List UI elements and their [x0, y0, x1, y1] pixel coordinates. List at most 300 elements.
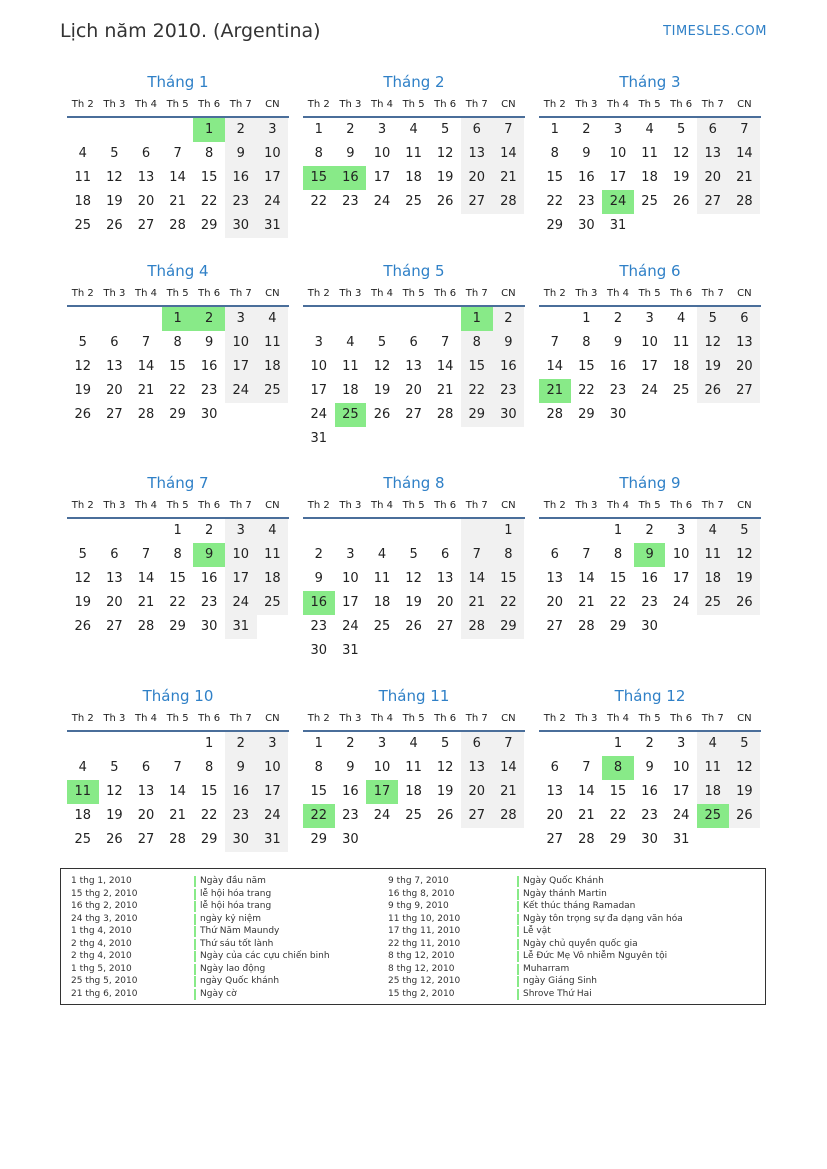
weekday-label: Th 4 [134, 500, 157, 511]
month-block [303, 472, 525, 663]
day-cell: 19 [106, 194, 123, 209]
weekday-label: Th 2 [543, 99, 566, 110]
day-cell: 1 [205, 736, 214, 751]
day-cell: 28 [137, 407, 155, 422]
day-cell: 18 [74, 808, 92, 823]
day-cell: 10 [342, 571, 359, 586]
weekday-label: CN [501, 713, 516, 724]
day-cell: 9 [314, 571, 323, 586]
day-cell: 14 [546, 359, 564, 374]
holiday-day-cell: 16 [303, 591, 335, 615]
week-row [539, 732, 761, 756]
day-cell: 29 [578, 407, 595, 422]
holiday-day-cell: 9 [634, 543, 666, 567]
weekday-label: Th 6 [198, 288, 221, 299]
holiday-marker [194, 876, 196, 887]
day-cell: 13 [137, 170, 155, 185]
day-cell: 28 [493, 804, 525, 828]
week-row [303, 756, 525, 780]
day-cell: 10 [373, 760, 391, 775]
weekday-header [303, 707, 525, 732]
month-title: Tháng 10 [142, 687, 214, 705]
day-cell: 26 [697, 379, 729, 403]
day-cell: 30 [578, 218, 595, 233]
day-cell: 10 [225, 543, 257, 567]
day-cell: 18 [257, 355, 289, 379]
holiday-day-cell: 1 [461, 307, 493, 331]
day-cell: 8 [173, 335, 182, 350]
holiday-marker [194, 939, 196, 950]
day-cell: 7 [461, 543, 493, 567]
day-cell: 18 [697, 567, 729, 591]
empty-day-cell [729, 615, 761, 639]
day-cell: 24 [373, 194, 391, 209]
day-cell: 7 [493, 118, 525, 142]
day-cell: 14 [493, 756, 525, 780]
day-cell: 25 [405, 808, 422, 823]
day-cell: 8 [314, 760, 323, 775]
day-cell: 16 [342, 784, 359, 799]
empty-day-cell [429, 519, 461, 543]
empty-day-cell [99, 118, 131, 142]
day-cell: 26 [373, 407, 391, 422]
weekday-label: CN [501, 500, 516, 511]
week-row [67, 543, 289, 567]
week-row [67, 355, 289, 379]
week-row [67, 142, 289, 166]
holiday-name: Ngày của các cựu chiến binh [200, 951, 330, 961]
day-cell: 21 [137, 595, 155, 610]
day-cell: 21 [169, 808, 186, 823]
day-cell: 22 [169, 383, 186, 398]
day-cell: 19 [697, 355, 729, 379]
weekday-label: Th 2 [71, 713, 94, 724]
brand-link[interactable]: TIMESLES.COM [663, 24, 767, 39]
holiday-name: Ngày chủ quyền quốc gia [523, 938, 638, 949]
week-row [303, 615, 525, 639]
month-title: Tháng 11 [378, 687, 450, 705]
day-cell: 23 [493, 379, 525, 403]
day-cell: 14 [578, 784, 595, 799]
day-cell: 12 [106, 784, 123, 799]
weekday-label: Th 5 [166, 99, 189, 110]
day-cell: 7 [141, 547, 151, 562]
week-row [303, 804, 525, 828]
day-cell: 15 [493, 567, 525, 591]
month-title: Tháng 7 [147, 474, 209, 492]
day-cell: 10 [310, 359, 328, 374]
day-cell: 8 [461, 331, 493, 355]
holiday-date: 24 thg 3, 2010 [71, 913, 138, 924]
day-cell: 2 [314, 547, 323, 562]
day-cell: 11 [697, 543, 729, 567]
holiday-day-cell: 25 [697, 804, 729, 828]
week-row [539, 615, 761, 639]
day-cell: 4 [257, 307, 289, 331]
weekday-label: CN [737, 500, 752, 511]
day-cell: 24 [225, 591, 257, 615]
day-cell: 26 [436, 808, 454, 823]
holiday-date: 16 thg 2, 2010 [71, 901, 138, 911]
day-cell: 24 [257, 190, 289, 214]
weekday-label: Th 5 [638, 713, 661, 724]
day-cell: 1 [613, 523, 623, 538]
day-cell: 6 [729, 307, 761, 331]
day-cell: 22 [169, 595, 186, 610]
weekday-label: Th 7 [229, 288, 252, 299]
weekday-label: Th 3 [103, 99, 126, 110]
holiday-day-cell: 2 [193, 307, 225, 331]
day-cell: 27 [697, 190, 729, 214]
day-cell: 31 [257, 828, 289, 852]
day-cell: 14 [436, 359, 454, 374]
day-cell: 3 [677, 736, 686, 751]
month-title: Tháng 4 [147, 262, 209, 280]
empty-day-cell [429, 828, 461, 852]
day-cell: 18 [257, 567, 289, 591]
day-cell: 27 [546, 832, 564, 847]
day-cell: 23 [578, 194, 595, 209]
day-cell: 5 [697, 307, 729, 331]
day-cell: 20 [436, 595, 454, 610]
week-row [67, 307, 289, 331]
day-cell: 12 [672, 146, 690, 161]
weekday-label: Th 3 [575, 99, 598, 110]
day-cell: 18 [672, 359, 690, 374]
day-cell: 29 [609, 832, 627, 847]
day-cell: 14 [461, 567, 493, 591]
day-cell: 28 [169, 832, 186, 847]
day-cell: 28 [729, 190, 761, 214]
day-cell: 18 [641, 170, 658, 185]
week-row [539, 307, 761, 331]
day-cell: 23 [641, 808, 658, 823]
weekday-label: Th 4 [370, 288, 393, 299]
holiday-day-cell: 15 [303, 166, 335, 190]
day-cell: 21 [578, 808, 595, 823]
day-cell: 4 [677, 311, 686, 326]
day-cell: 11 [257, 331, 289, 355]
day-cell: 8 [205, 760, 214, 775]
holiday-name: Ngày cờ [200, 988, 237, 999]
day-cell: 4 [78, 760, 87, 775]
day-cell: 9 [645, 760, 654, 775]
day-cell: 20 [106, 595, 123, 610]
weekday-label: CN [265, 99, 280, 110]
day-cell: 18 [405, 784, 422, 799]
week-row [539, 214, 761, 238]
empty-day-cell [67, 307, 99, 331]
day-cell: 5 [78, 547, 87, 562]
day-cell: 26 [672, 194, 690, 209]
day-cell: 8 [613, 547, 623, 562]
weekday-label: Th 2 [71, 500, 94, 511]
holiday-name: Ngày tôn trọng sự đa dạng văn hóa [523, 913, 683, 924]
day-cell: 1 [550, 122, 559, 137]
empty-day-cell [429, 427, 461, 451]
day-cell: 25 [405, 194, 422, 209]
holiday-date: 1 thg 5, 2010 [71, 963, 132, 974]
day-cell: 24 [373, 808, 391, 823]
holiday-date: 1 thg 4, 2010 [71, 926, 132, 936]
empty-day-cell [461, 828, 493, 852]
day-cell: 6 [141, 146, 151, 161]
day-cell: 29 [310, 832, 328, 847]
day-cell: 31 [609, 218, 627, 233]
empty-day-cell [571, 519, 603, 543]
weekday-label: Th 6 [670, 288, 693, 299]
day-cell: 12 [373, 359, 391, 374]
week-row [303, 118, 525, 142]
day-cell: 15 [200, 784, 218, 799]
week-row [303, 427, 525, 451]
weekday-label: Th 6 [198, 713, 221, 724]
weekday-header [539, 93, 761, 118]
holiday-marker [517, 926, 519, 937]
weekday-label: Th 3 [103, 713, 126, 724]
empty-day-cell [130, 118, 162, 142]
holiday-marker [194, 964, 196, 975]
day-cell: 4 [697, 519, 729, 543]
weekday-label: Th 7 [701, 500, 724, 511]
empty-day-cell [571, 732, 603, 756]
day-cell: 20 [461, 166, 493, 190]
month-title: Tháng 1 [147, 73, 209, 91]
weekday-label: Th 6 [670, 713, 693, 724]
day-cell: 24 [641, 383, 658, 398]
weekday-label: Th 2 [307, 500, 330, 511]
weekday-label: Th 6 [434, 500, 457, 511]
day-cell: 17 [225, 355, 257, 379]
empty-day-cell [366, 427, 398, 451]
holiday-day-cell: 8 [602, 756, 634, 780]
day-cell: 26 [106, 832, 123, 847]
day-cell: 9 [225, 142, 257, 166]
day-cell: 24 [225, 379, 257, 403]
day-cell: 26 [436, 194, 454, 209]
empty-day-cell [335, 427, 367, 451]
weekday-label: Th 4 [606, 99, 629, 110]
holiday-date: 17 thg 11, 2010 [388, 926, 461, 936]
day-cell: 4 [78, 146, 87, 161]
day-cell: 6 [141, 760, 151, 775]
holiday-name: Shrove Thứ Hai [523, 988, 592, 999]
day-cell: 27 [436, 619, 454, 634]
day-cell: 27 [729, 379, 761, 403]
weekday-label: Th 6 [670, 500, 693, 511]
week-row [539, 519, 761, 543]
day-cell: 23 [641, 595, 658, 610]
day-cell: 27 [461, 190, 493, 214]
month-title: Tháng 12 [614, 687, 686, 705]
empty-day-cell [429, 639, 461, 663]
weekday-header [303, 93, 525, 118]
day-cell: 22 [609, 808, 627, 823]
day-cell: 9 [613, 335, 623, 350]
holiday-date: 1 thg 1, 2010 [71, 876, 132, 886]
weekday-header [67, 707, 289, 732]
day-cell: 18 [405, 170, 422, 185]
day-cell: 24 [257, 804, 289, 828]
empty-day-cell [257, 615, 289, 639]
empty-day-cell [99, 519, 131, 543]
empty-day-cell [697, 828, 729, 852]
empty-day-cell [729, 214, 761, 238]
day-cell: 12 [74, 571, 92, 586]
holiday-marker [194, 951, 196, 962]
week-row [303, 732, 525, 756]
day-cell: 31 [257, 214, 289, 238]
weekday-label: Th 6 [198, 99, 221, 110]
holiday-name: Ngày Quốc Khánh [523, 876, 604, 886]
day-cell: 15 [578, 359, 595, 374]
day-cell: 14 [137, 571, 155, 586]
holiday-name: Thứ sáu tốt lành [200, 938, 274, 949]
weekday-label: CN [265, 288, 280, 299]
day-cell: 20 [697, 166, 729, 190]
holiday-day-cell: 11 [67, 780, 99, 804]
day-cell: 3 [377, 736, 387, 751]
day-cell: 4 [409, 736, 418, 751]
day-cell: 22 [310, 194, 328, 209]
empty-day-cell [162, 118, 194, 142]
month-block [67, 685, 289, 852]
day-cell: 6 [461, 118, 493, 142]
day-cell: 8 [550, 146, 559, 161]
day-cell: 4 [257, 519, 289, 543]
day-cell: 22 [546, 194, 564, 209]
month-title: Tháng 9 [619, 474, 681, 492]
weekday-header [67, 282, 289, 307]
day-cell: 26 [405, 619, 422, 634]
day-cell: 14 [137, 359, 155, 374]
day-cell: 25 [257, 591, 289, 615]
day-cell: 19 [436, 784, 454, 799]
weekday-label: Th 5 [166, 288, 189, 299]
day-cell: 2 [645, 736, 654, 751]
day-cell: 11 [257, 543, 289, 567]
day-cell: 3 [314, 335, 323, 350]
day-cell: 26 [729, 591, 761, 615]
day-cell: 3 [377, 122, 387, 137]
day-cell: 31 [225, 615, 257, 639]
day-cell: 5 [729, 732, 761, 756]
day-cell: 8 [205, 146, 214, 161]
empty-day-cell [665, 214, 697, 238]
weekday-label: Th 4 [370, 500, 393, 511]
weekday-header [539, 494, 761, 519]
day-cell: 19 [436, 170, 454, 185]
holiday-date: 9 thg 9, 2010 [388, 901, 449, 911]
day-cell: 4 [377, 547, 387, 562]
day-cell: 18 [373, 595, 391, 610]
day-cell: 15 [310, 784, 328, 799]
day-cell: 21 [436, 383, 454, 398]
holiday-name: Thứ Năm Maundy [200, 926, 280, 936]
empty-day-cell [130, 732, 162, 756]
day-cell: 31 [342, 643, 359, 658]
empty-day-cell [67, 519, 99, 543]
day-cell: 2 [613, 311, 623, 326]
day-cell: 28 [578, 619, 595, 634]
day-cell: 16 [225, 166, 257, 190]
day-cell: 7 [582, 760, 591, 775]
day-cell: 29 [461, 403, 493, 427]
week-row [539, 804, 761, 828]
week-row [539, 166, 761, 190]
month-title: Tháng 3 [619, 73, 681, 91]
day-cell: 5 [409, 547, 418, 562]
day-cell: 8 [582, 335, 591, 350]
holiday-marker [517, 889, 519, 900]
week-row [303, 142, 525, 166]
day-cell: 6 [409, 335, 418, 350]
day-cell: 26 [106, 218, 123, 233]
day-cell: 27 [106, 407, 123, 422]
empty-day-cell [366, 307, 398, 331]
day-cell: 8 [314, 146, 323, 161]
day-cell: 21 [493, 780, 525, 804]
day-cell: 14 [493, 142, 525, 166]
month-title: Tháng 2 [383, 73, 445, 91]
week-row [67, 379, 289, 403]
weekday-label: Th 4 [606, 713, 629, 724]
holiday-name: Ngày lao động [200, 963, 266, 974]
week-row [303, 190, 525, 214]
day-cell: 29 [169, 407, 186, 422]
weekday-label: Th 2 [543, 713, 566, 724]
holiday-name: Ngày thánh Martin [523, 888, 607, 899]
holiday-name: Lễ Đức Mẹ Vô nhiễm Nguyên tội [523, 951, 668, 961]
week-row [303, 567, 525, 591]
day-cell: 24 [672, 595, 690, 610]
weekday-label: CN [265, 713, 280, 724]
empty-day-cell [697, 615, 729, 639]
day-cell: 10 [609, 146, 627, 161]
day-cell: 30 [200, 619, 218, 634]
day-cell: 31 [310, 431, 328, 446]
week-row [67, 804, 289, 828]
holiday-legend [60, 868, 766, 1005]
weekday-header [303, 494, 525, 519]
day-cell: 15 [609, 571, 627, 586]
week-row [539, 355, 761, 379]
empty-day-cell [429, 307, 461, 331]
day-cell: 20 [729, 355, 761, 379]
weekday-header [303, 282, 525, 307]
holiday-name: Ngày đầu năm [200, 876, 266, 886]
day-cell: 17 [373, 170, 391, 185]
week-row [303, 780, 525, 804]
empty-day-cell [398, 427, 430, 451]
holiday-marker [517, 951, 519, 962]
day-cell: 13 [436, 571, 454, 586]
holiday-date: 8 thg 12, 2010 [388, 951, 455, 961]
day-cell: 17 [672, 571, 690, 586]
day-cell: 20 [546, 595, 564, 610]
day-cell: 17 [342, 595, 359, 610]
empty-day-cell [634, 403, 666, 427]
month-block [67, 71, 289, 238]
day-cell: 26 [74, 407, 92, 422]
day-cell: 3 [677, 523, 686, 538]
week-row [67, 190, 289, 214]
day-cell: 24 [342, 619, 359, 634]
weekday-label: Th 7 [229, 713, 252, 724]
empty-day-cell [398, 639, 430, 663]
day-cell: 7 [550, 335, 559, 350]
empty-day-cell [461, 427, 493, 451]
